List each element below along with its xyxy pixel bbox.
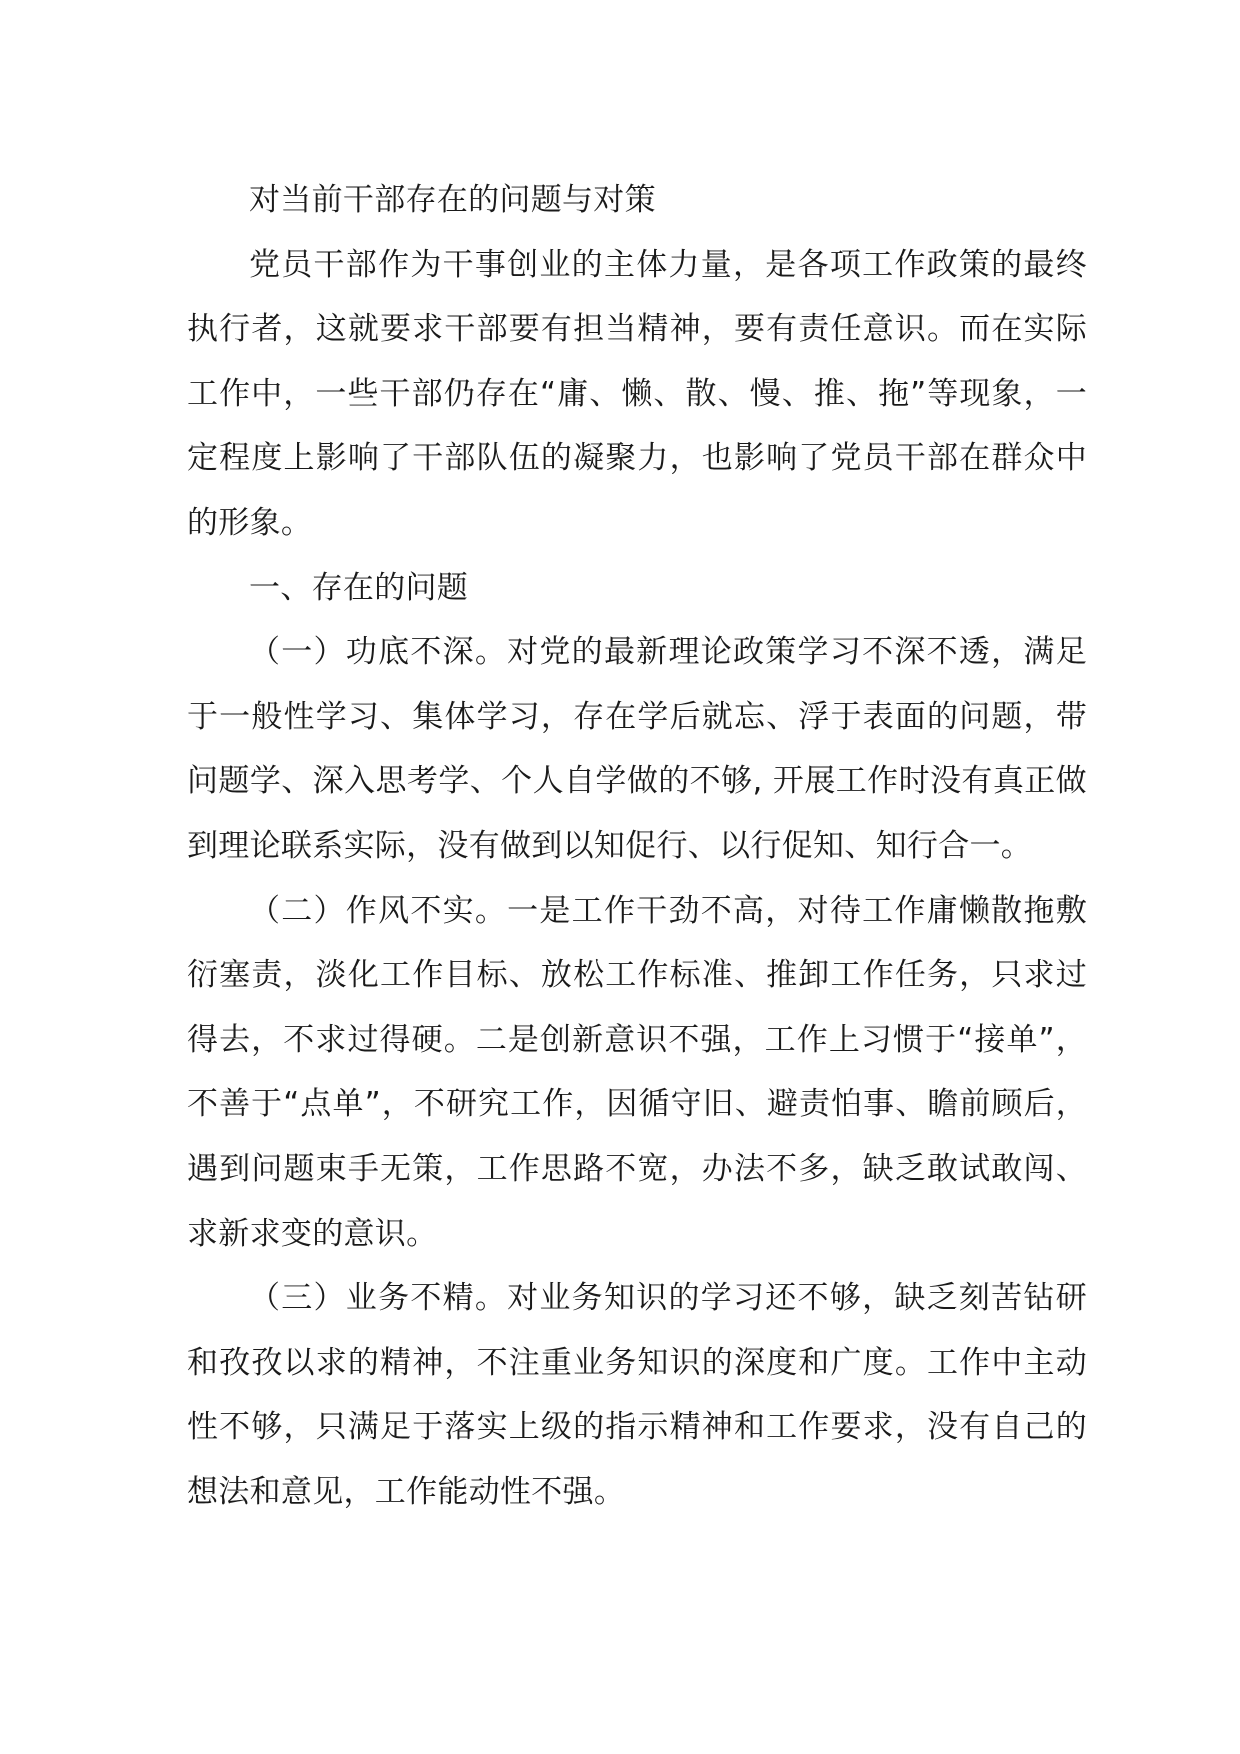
paragraph-problem-1: （一）功底不深。对党的最新理论政策学习不深不透，满足于一般性学习、集体学习，存在学后就忘、浮于表面的问题，带问题学、深入思考学、个人自学做的不够, 开展工作时没有真正做到理论联系实际，没有做到以知促行、以行促知、知行合一。 <box>187 634 1087 864</box>
paragraph-problem-3: （三）业务不精。对业务知识的学习还不够，缺乏刻苦钻研和孜孜以求的精神，不注重业务知识的深度和广度。工作中主动性不够，只满足于落实上级的指示精神和工作要求，没有自己的想法和意见，工作能动性不强。 <box>187 1280 1087 1510</box>
paragraph-problem-2: （二）作风不实。一是工作干劲不高，对待工作庸懒散拖敷衍塞责，淡化工作目标、放松工作标准、推卸工作任务，只求过得去，不求过得硬。二是创新意识不强，工作上习惯于“接单”，不善于“点单”，不研究工作，因循守旧、避责怕事、瞻前顾后，遇到问题束手无策，工作思路不宽，办法不多，缺乏敢试敢闯、求新求变的意识。 <box>187 892 1087 1252</box>
paragraph-intro: 党员干部作为干事创业的主体力量，是各项工作政策的最终执行者，这就要求干部要有担当精神，要有责任意识。而在实际工作中，一些干部仍存在“庸、懒、散、慢、推、拖”等现象，一定程度上影响了干部队伍的凝聚力，也影响了党员干部在群众中的形象。 <box>187 246 1087 541</box>
document-title: 对当前干部存在的问题与对策 <box>249 182 656 218</box>
document-body <box>187 168 1087 1524</box>
section-heading-problems: 一、存在的问题 <box>249 569 469 606</box>
